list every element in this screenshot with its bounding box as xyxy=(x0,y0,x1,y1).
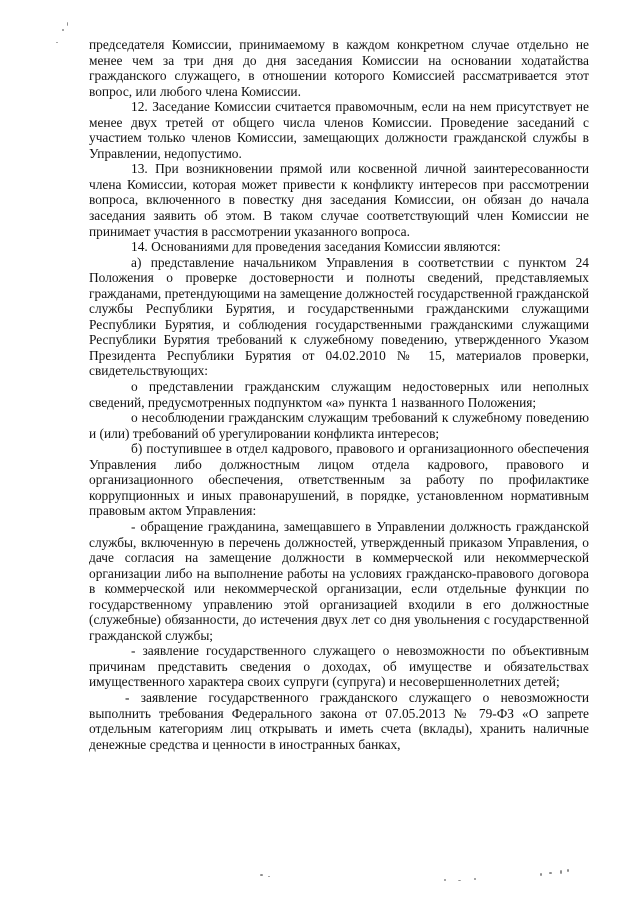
paragraph-14-b-item-2: - заявление государственного служащего о невозможности по объективным причинам представить сведения о доходах, об имуществе и обязательствах имущественного характера своих супруги (супруга) и несовершеннолетних детей; xyxy=(89,643,589,690)
paragraph-14: 14. Основаниями для проведения заседания Комиссии являются: xyxy=(131,239,501,255)
paragraph-13: 13. При возникновении прямой или косвенной личной заинтересованности члена Комиссии, которая может привести к конфликту интересов при рассмотрении вопроса, включенного в повестку дня заседания Комиссии, он обязан до начала заседания заявить об этом. В таком случае соответствующий член Комиссии не принимает участия в рассмотрении указанного вопроса. xyxy=(89,161,589,239)
paragraph-14-a-item-1: о представлении гражданским служащим недостоверных или неполных сведений, предусмотренных подпунктом «а» пункта 1 названного Положения; xyxy=(89,379,589,410)
scan-speck xyxy=(67,22,68,26)
scan-speck xyxy=(268,876,270,877)
paragraph-11-continuation: председателя Комиссии, принимаемому в каждом конкретном случае отдельно не менее чем за три дня до дня заседания Комиссии на основании ходатайства гражданского служащего, в отношении которого Комиссией рассматривается этот вопрос, или любого члена Комиссии. xyxy=(89,37,589,99)
scan-speck xyxy=(56,42,58,43)
paragraph-14-b: б) поступившее в отдел кадрового, правового и организационного обеспечения Управления либо должностным лицом отдела кадрового, правового и организационного обеспечения, ответственным за работу по профилактике коррупционных и иных правонарушений, в порядке, установленном нормативным правовым актом Управления: xyxy=(89,441,589,519)
scan-speck xyxy=(62,29,64,31)
scan-speck xyxy=(474,878,476,880)
scan-speck xyxy=(567,869,569,872)
scan-speck xyxy=(444,879,446,881)
paragraph-14-b-item-3: - заявление государственного гражданского служащего о невозможности выполнить требования Федерального закона от 07.05.2013 № 79-ФЗ «О запрете отдельным категориям лиц открывать и иметь счета (вклады), хранить наличные денежные средства и ценности в иностранных банках, xyxy=(89,689,589,752)
scan-speck xyxy=(260,874,263,876)
document-body xyxy=(89,37,589,752)
paragraph-14-b-item-1: - обращение гражданина, замещавшего в Управлении должность гражданской службы, включенную в перечень должностей, утвержденный приказом Управления, о даче согласия на замещение должности в коммерческой или некоммерческой организации либо на выполнение работы на условиях гражданско-правового договора в коммерческой или некоммерческой организации, если отдельные функции по государственному управлению этой организацией входили в его должностные (служебные) обязанности, до истечения двух лет со дня увольнения с государственной гражданской службы; xyxy=(89,518,589,643)
scan-speck xyxy=(560,870,562,874)
scan-speck xyxy=(458,880,461,881)
scan-speck xyxy=(540,873,542,876)
paragraph-14-a-item-2: о несоблюдении гражданским служащим требований к служебному поведению и (или) требований об урегулировании конфликта интересов; xyxy=(89,410,589,441)
paragraph-14-a: а) представление начальником Управления в соответствии с пунктом 24 Положения о проверке достоверности и полноты сведений, представляемых гражданами, претендующими на замещение должностей государственной гражданской службы Республики Бурятия, и государственными гражданскими служащими Республики Бурятия, и соблюдения государственными гражданскими служащими Республики Бурятия требований к служебному поведению, утвержденного Указом Президента Республики Бурятия от 04.02.2010 № 15, материалов проверки, свидетельствующих: xyxy=(89,254,589,379)
scan-speck xyxy=(549,872,552,874)
paragraph-12: 12. Заседание Комиссии считается правомочным, если на нем присутствует не менее двух третей от общего числа членов Комиссии. Проведение заседаний с участием только членов Комиссии, замещающих должности гражданской службы в Управлении, недопустимо. xyxy=(89,99,589,161)
